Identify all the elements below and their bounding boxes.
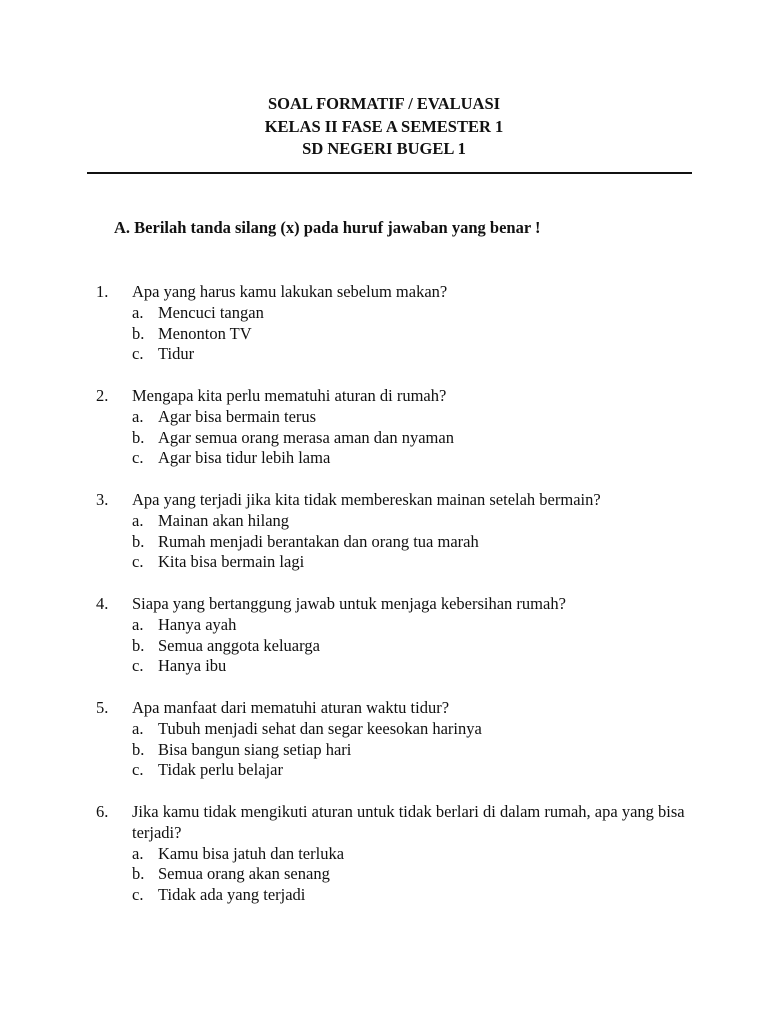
- question-text: Apa yang terjadi jika kita tidak membereskan mainan setelah bermain?: [132, 489, 601, 509]
- answer-option[interactable]: [132, 740, 696, 761]
- answer-option[interactable]: [132, 303, 696, 324]
- question-number: 2.: [96, 385, 109, 405]
- option-text: Agar bisa tidur lebih lama: [158, 448, 331, 468]
- option-letter: c.: [132, 552, 144, 572]
- option-text: Agar semua orang merasa aman dan nyaman: [158, 427, 454, 447]
- answer-option[interactable]: [132, 532, 696, 553]
- question-number: 3.: [96, 489, 109, 509]
- answer-option[interactable]: [132, 552, 696, 573]
- option-letter: c.: [132, 656, 144, 676]
- question-item: [96, 490, 696, 573]
- answer-option[interactable]: [132, 407, 696, 428]
- question-number: 4.: [96, 593, 109, 613]
- answer-option[interactable]: [132, 615, 696, 636]
- option-text: Kita bisa bermain lagi: [158, 552, 305, 572]
- question-item: [96, 282, 696, 365]
- option-text: Kamu bisa jatuh dan terluka: [158, 843, 345, 863]
- question-item: [96, 594, 696, 677]
- question-list: [96, 282, 696, 927]
- option-text: Tidak perlu belajar: [158, 760, 283, 780]
- option-text: Rumah menjadi berantakan dan orang tua marah: [158, 531, 479, 551]
- option-text: Semua orang akan senang: [158, 864, 330, 884]
- question-item: [96, 386, 696, 469]
- question-item: [96, 802, 696, 906]
- question-text: Apa manfaat dari mematuhi aturan waktu tidur?: [132, 697, 450, 717]
- option-text: Menonton TV: [158, 323, 252, 343]
- document-header: [0, 93, 768, 161]
- option-letter: c.: [132, 448, 144, 468]
- option-letter: a.: [132, 718, 144, 738]
- answer-option[interactable]: [132, 428, 696, 449]
- option-text: Mainan akan hilang: [158, 510, 290, 530]
- answer-option[interactable]: [132, 864, 696, 885]
- question-text: Mengapa kita perlu mematuhi aturan di rumah?: [132, 385, 447, 405]
- question-text: Apa yang harus kamu lakukan sebelum makan?: [132, 282, 448, 301]
- section-instruction: A. Berilah tanda silang (x) pada huruf jawaban yang benar !: [114, 218, 541, 237]
- answer-option[interactable]: [132, 636, 696, 657]
- question-item: [96, 698, 696, 781]
- option-text: Hanya ayah: [158, 614, 237, 634]
- option-letter: b.: [132, 635, 145, 655]
- option-text: Tubuh menjadi sehat dan segar keesokan harinya: [158, 718, 482, 738]
- answer-option[interactable]: [132, 656, 696, 677]
- option-letter: a.: [132, 510, 144, 530]
- answer-option[interactable]: [132, 344, 696, 365]
- option-letter: a.: [132, 843, 144, 863]
- option-letter: a.: [132, 302, 144, 322]
- question-text: Jika kamu tidak mengikuti aturan untuk tidak berlari di dalam rumah, apa yang bisa terjadi?: [132, 801, 685, 842]
- header-divider: [87, 172, 692, 174]
- header-class: KELAS II FASE A SEMESTER 1: [264, 116, 504, 136]
- option-letter: b.: [132, 531, 145, 551]
- option-letter: a.: [132, 614, 144, 634]
- question-number: 1.: [96, 282, 109, 301]
- option-letter: b.: [132, 739, 145, 759]
- option-letter: a.: [132, 406, 144, 426]
- option-text: Mencuci tangan: [158, 302, 264, 322]
- answer-option[interactable]: [132, 760, 696, 781]
- answer-option[interactable]: [132, 324, 696, 345]
- option-letter: b.: [132, 864, 145, 884]
- answer-option[interactable]: [132, 511, 696, 532]
- option-text: Hanya ibu: [158, 656, 227, 676]
- option-text: Tidak ada yang terjadi: [158, 885, 306, 905]
- option-text: Agar bisa bermain terus: [158, 406, 317, 426]
- option-text: Tidur: [158, 344, 195, 364]
- option-letter: c.: [132, 885, 144, 905]
- header-title: SOAL FORMATIF / EVALUASI: [267, 94, 501, 113]
- answer-option[interactable]: [132, 719, 696, 740]
- answer-option[interactable]: [132, 844, 696, 865]
- option-letter: b.: [132, 323, 145, 343]
- option-letter: c.: [132, 344, 144, 364]
- answer-option[interactable]: [132, 885, 696, 906]
- option-text: Bisa bangun siang setiap hari: [158, 739, 352, 759]
- answer-option[interactable]: [132, 448, 696, 469]
- option-text: Semua anggota keluarga: [158, 635, 320, 655]
- option-letter: b.: [132, 427, 145, 447]
- question-text: Siapa yang bertanggung jawab untuk menjaga kebersihan rumah?: [132, 593, 566, 613]
- option-letter: c.: [132, 760, 144, 780]
- question-number: 5.: [96, 697, 109, 717]
- header-school: SD NEGERI BUGEL 1: [302, 139, 466, 158]
- question-number: 6.: [96, 801, 109, 821]
